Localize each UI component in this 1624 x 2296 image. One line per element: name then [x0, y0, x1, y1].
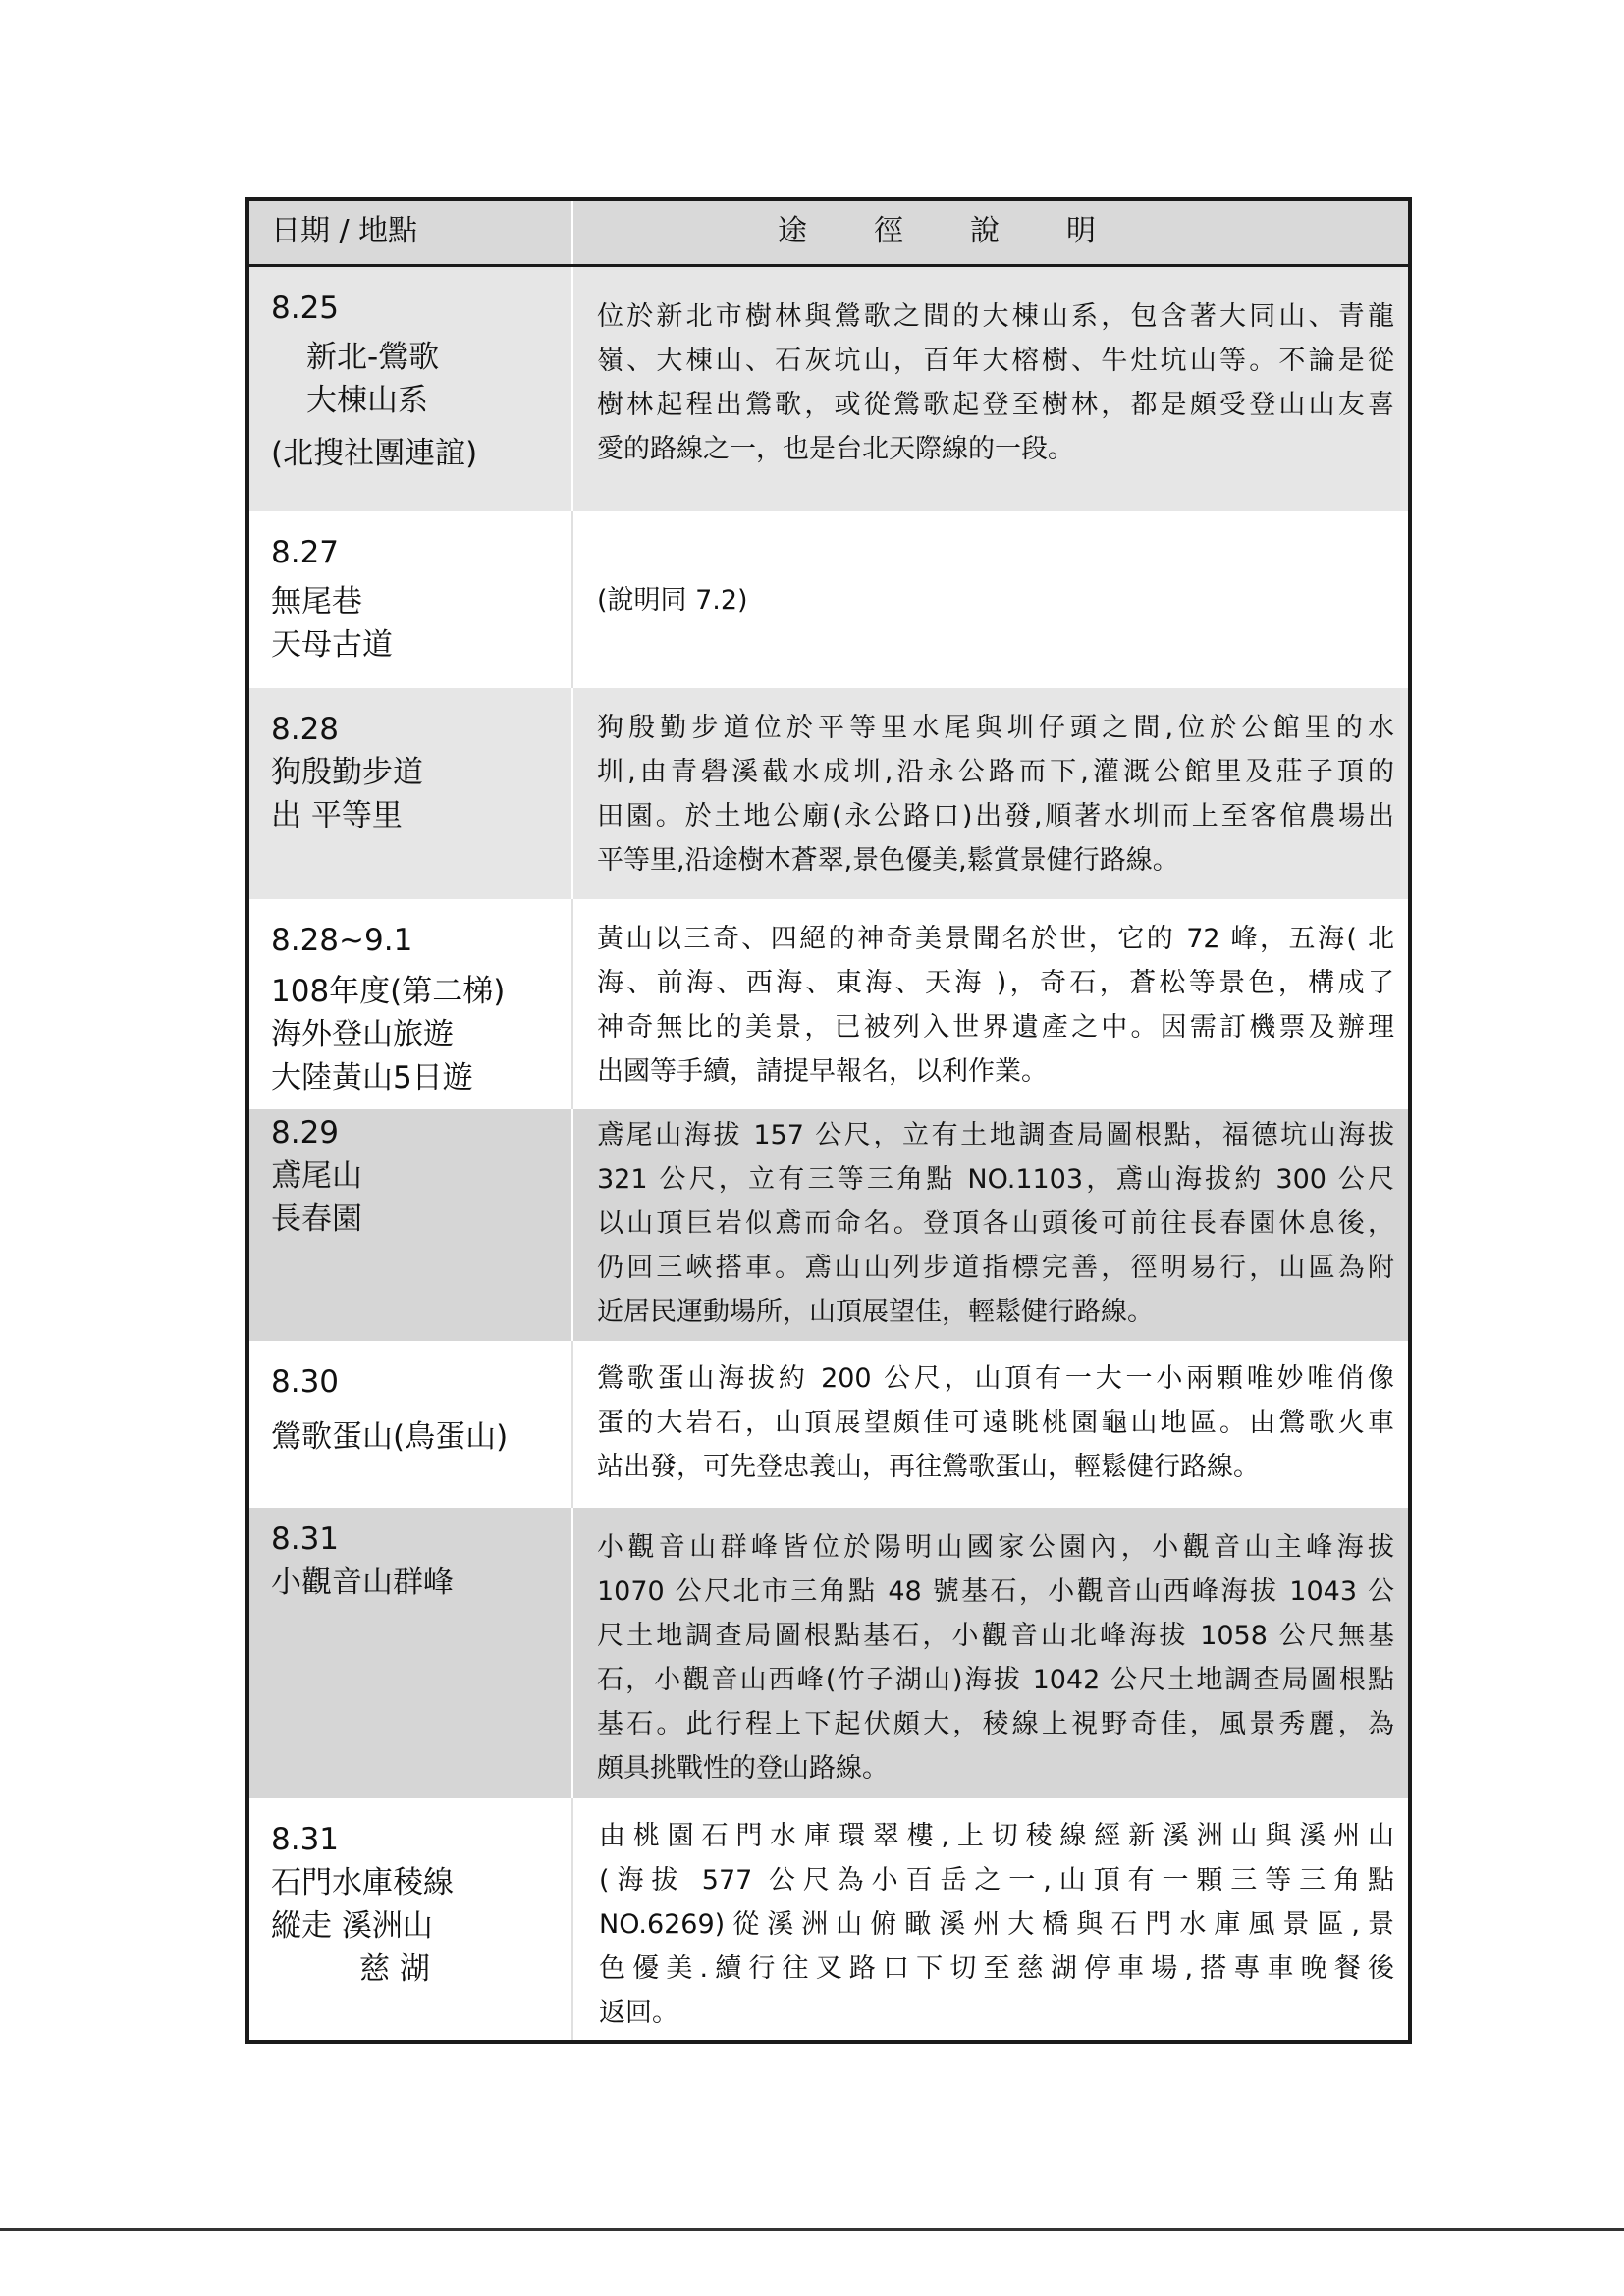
row-date-cell — [249, 1341, 573, 1508]
header-route-char: 說 — [970, 214, 1000, 248]
row-date: 8.27 — [271, 535, 340, 570]
description-line: 近居民運動場所，山頂展望佳，輕鬆健行路線。 — [597, 1297, 1154, 1327]
description-line: 由桃園石門水庫環翠樓,上切稜線經新溪洲山與溪州山 — [599, 1821, 1394, 1851]
row-place-line: 海外登山旅遊 — [271, 1017, 454, 1052]
row-date-cell — [249, 688, 573, 899]
description-line: 頗具挑戰性的登山路線。 — [597, 1753, 889, 1784]
description-line: 愛的路線之一，也是台北天際線的一段。 — [597, 434, 1074, 464]
table-row — [249, 1109, 1408, 1341]
table-row — [249, 1798, 1408, 2044]
description-line: 小觀音山群峰皆位於陽明山國家公園內，小觀音山主峰海拔 — [597, 1532, 1394, 1563]
description-line: 321 公尺，立有三等三角點 NO.1103，鳶山海拔約 300 公尺 — [597, 1164, 1394, 1195]
row-date: 8.29 — [271, 1115, 340, 1150]
description-line: 返回。 — [599, 1998, 678, 2028]
row-place-line: 新北-鶯歌 — [306, 340, 440, 375]
description-line: 樹林起程出鶯歌，或從鶯歌起登至樹林，都是頗受登山山友喜 — [597, 390, 1394, 420]
row-place-line: 小觀音山群峰 — [271, 1565, 454, 1600]
description-line: 站出發，可先登忠義山，再往鶯歌蛋山，輕鬆健行路線。 — [597, 1452, 1260, 1482]
header-route-char: 明 — [1066, 214, 1096, 248]
row-place-line: (北搜社團連誼) — [271, 436, 478, 471]
description-line: 色優美.續行往叉路口下切至慈湖停車場,搭專車晚餐後 — [599, 1953, 1394, 1984]
table-row — [249, 899, 1408, 1109]
header-route-description — [573, 201, 1408, 264]
description-line: 尺土地調查局圖根點基石，小觀音山北峰海拔 1058 公尺無基 — [597, 1621, 1394, 1651]
row-date-cell — [249, 899, 573, 1109]
table-row — [249, 511, 1408, 688]
description-line: 鳶尾山海拔 157 公尺，立有土地調查局圖根點，福德坑山海拔 — [597, 1120, 1394, 1150]
row-date-cell — [249, 1508, 573, 1798]
row-place-line: 鶯歌蛋山(鳥蛋山) — [271, 1419, 509, 1455]
row-place-line: 出 平等里 — [271, 798, 403, 833]
row-place-line: 大棟山系 — [306, 383, 428, 418]
description-line: (海拔 577 公尺為小百岳之一,山頂有一顆三等三角點 — [599, 1865, 1394, 1896]
row-place-line: 鳶尾山 — [271, 1158, 362, 1194]
row-place-line: 狗殷勤步道 — [271, 755, 423, 790]
description-line: 嶺、大棟山、石灰坑山，百年大榕樹、牛灶坑山等。不論是從 — [597, 346, 1394, 376]
row-place-line: 108年度(第二梯) — [271, 974, 506, 1009]
row-date-cell — [249, 511, 573, 688]
description-line: 黃山以三奇、四絕的神奇美景聞名於世，它的 72 峰，五海( 北 — [597, 924, 1394, 954]
description-line: 狗殷勤步道位於平等里水尾與圳仔頭之間,位於公館里的水 — [597, 713, 1394, 743]
row-description — [573, 1798, 1408, 2044]
header-route-char: 徑 — [874, 214, 903, 248]
row-place-line: 石門水庫稜線 — [271, 1865, 454, 1900]
row-date: 8.25 — [271, 291, 340, 326]
description-line: 位於新北市樹林與鶯歌之間的大棟山系，包含著大同山、青龍 — [597, 301, 1394, 332]
page-bottom-rule — [0, 2228, 1624, 2231]
row-date: 8.31 — [271, 1522, 340, 1557]
description-line: 基石。此行程上下起伏頗大，稜線上視野奇佳，風景秀麗，為 — [597, 1709, 1394, 1739]
description-line: 平等里,沿途樹木蒼翠,景色優美,鬆賞景健行路線。 — [597, 845, 1179, 876]
table-row — [249, 688, 1408, 899]
description-line: 蛋的大岩石，山頂展望頗佳可遠眺桃園龜山地區。由鶯歌火車 — [597, 1408, 1394, 1438]
row-description — [573, 1508, 1408, 1798]
table-row — [249, 267, 1408, 511]
row-place-line: 無尾巷 — [271, 584, 362, 619]
table-row — [249, 1341, 1408, 1508]
row-date: 8.28 — [271, 712, 340, 747]
row-description — [573, 1341, 1408, 1508]
description-line: 仍回三峽搭車。鳶山山列步道指標完善，徑明易行，山區為附 — [597, 1253, 1394, 1283]
description-line: 圳,由青礐溪截水成圳,沿永公路而下,灌溉公館里及莊子頂的 — [597, 757, 1394, 787]
row-place-line: 長春園 — [271, 1201, 362, 1237]
row-place-line: 大陸黃山5日遊 — [271, 1060, 473, 1095]
description-line: 以山頂巨岩似鳶而命名。登頂各山頭後可前往長春園休息後， — [597, 1208, 1394, 1239]
row-description — [573, 267, 1408, 511]
row-description — [573, 1109, 1408, 1341]
description-line: 田園。於土地公廟(永公路口)出發,順著水圳而上至客倌農場出 — [597, 801, 1394, 831]
row-date: 8.30 — [271, 1364, 340, 1400]
row-date: 8.31 — [271, 1822, 340, 1857]
row-date-cell — [249, 1798, 573, 2044]
row-description — [573, 688, 1408, 899]
description-line: 海、前海、西海、東海、天海 )，奇石，蒼松等景色，構成了 — [597, 968, 1394, 998]
row-place-line: 天母古道 — [271, 627, 393, 663]
description-line: NO.6269)從溪洲山俯瞰溪州大橋與石門水庫風景區,景 — [599, 1909, 1394, 1940]
description-line: (說明同 7.2) — [597, 585, 748, 615]
row-date-cell — [249, 1109, 573, 1341]
row-description — [573, 899, 1408, 1109]
description-line: 鶯歌蛋山海拔約 200 公尺，山頂有一大一小兩顆唯妙唯俏像 — [597, 1363, 1394, 1394]
schedule-table — [245, 197, 1412, 2044]
table-header — [249, 201, 1408, 267]
row-place-line: 縱走 溪洲山 — [271, 1908, 433, 1944]
header-route-char: 途 — [778, 214, 807, 248]
table-row — [249, 1508, 1408, 1798]
row-date: 8.28~9.1 — [271, 923, 413, 958]
description-line: 石，小觀音山西峰(竹子湖山)海拔 1042 公尺土地調查局圖根點 — [597, 1665, 1394, 1695]
row-place-line: 慈 湖 — [359, 1951, 430, 1987]
row-date-cell — [249, 267, 573, 511]
description-line: 出國等手續，請提早報名，以利作業。 — [597, 1056, 1048, 1087]
description-line: 神奇無比的美景，已被列入世界遺產之中。因需訂機票及辦理 — [597, 1012, 1394, 1042]
row-description — [573, 511, 1408, 688]
description-line: 1070 公尺北市三角點 48 號基石，小觀音山西峰海拔 1043 公 — [597, 1576, 1394, 1607]
header-date-location: 日期 / 地點 — [249, 201, 573, 264]
